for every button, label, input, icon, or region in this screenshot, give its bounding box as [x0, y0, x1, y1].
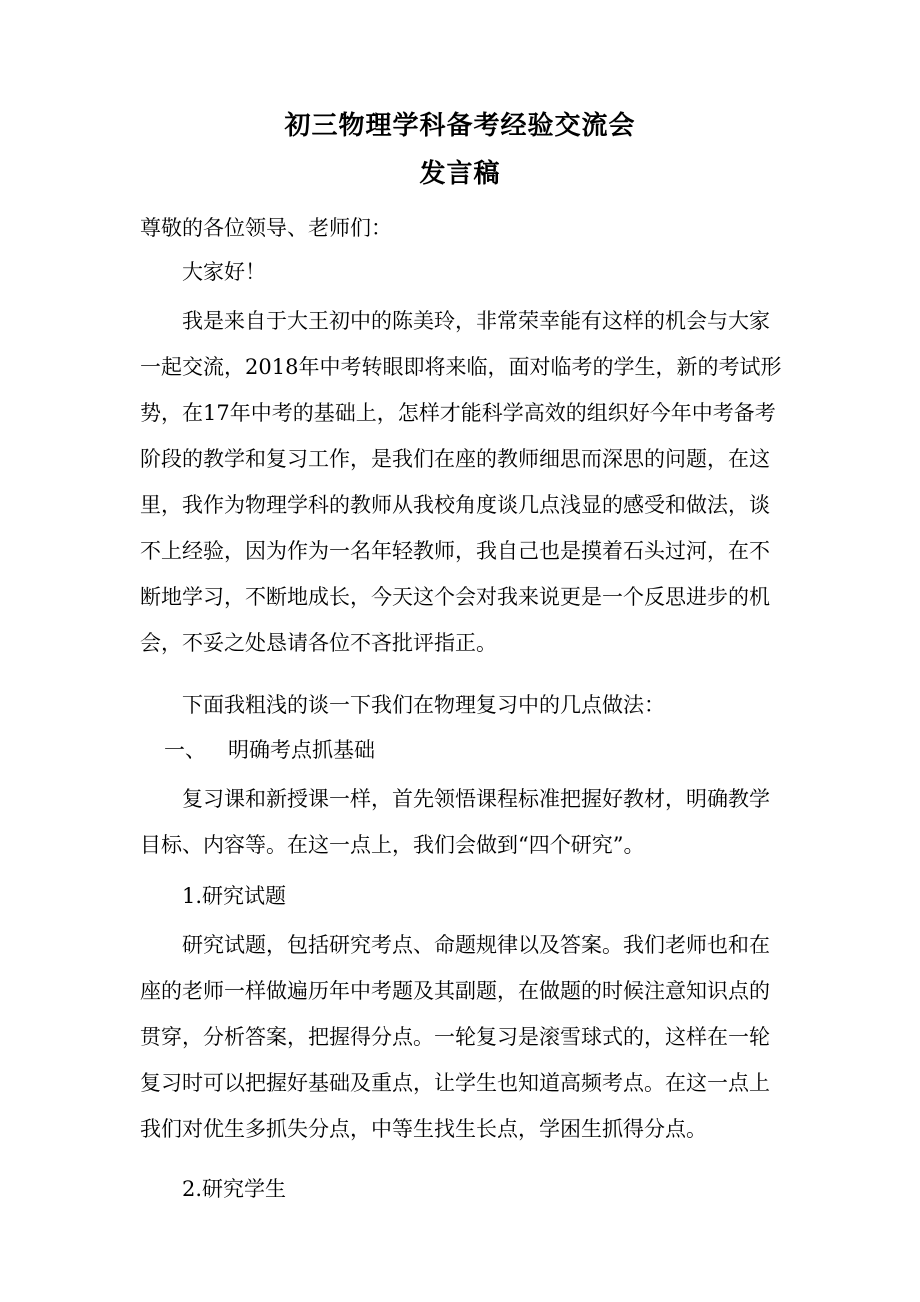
document-title: 初三物理学科备考经验交流会 — [284, 111, 636, 141]
intro-paragraph: 我是来自于大王初中的陈美玲，非常荣幸能有这样的机会与大家一起交流，2018年中考转眼即将来临，面对临考的学生，新的考试形势，在17年中考的基础上，怎样才能科学高效的组织好今年中考备考阶段的教学和复习工作，是我们在座的教师细思而深思的问题，在这里，我作为物理学科的教师从我校角度谈几点浅显的感受和做法，谈不上经验，因为作为一名年轻教师，我自己也是摸着石头过河，在不断地学习，不断地成长，今天这个会对我来说更是一个反思进步的机会，不妥之处恳请各位不吝批评指正。 — [140, 309, 782, 655]
section-1-title: 明确考点抓基础 — [228, 738, 375, 762]
subsection-1-heading: 1.研究试题 — [182, 884, 287, 908]
transition-paragraph: 下面我粗浅的谈一下我们在物理复习中的几点做法： — [182, 693, 665, 717]
greeting: 大家好！ — [182, 260, 266, 284]
section-1-paragraph: 复习课和新授课一样，首先领悟课程标准把握好教材，明确教学目标、内容等。在这一点上，我们会做到“四个研究”。 — [140, 787, 770, 857]
salutation: 尊敬的各位领导、老师们： — [140, 216, 392, 240]
subsection-2-heading: 2.研究学生 — [182, 1177, 287, 1201]
section-1-heading — [164, 727, 814, 773]
document-subtitle: 发言稿 — [419, 159, 501, 189]
section-1-number: 一、 — [164, 738, 206, 762]
subsection-1-paragraph: 研究试题，包括研究考点、命题规律以及答案。我们老师也和在座的老师一样做遍历年中考题及其副题，在做题的时候注意知识点的贯穿，分析答案，把握得分点。一轮复习是滚雪球式的，这样在一轮复习时可以把握好基础及重点，让学生也知道高频考点。在这一点上我们对优生多抓失分点，中等生找生长点，学困生抓得分点。 — [140, 933, 770, 1141]
